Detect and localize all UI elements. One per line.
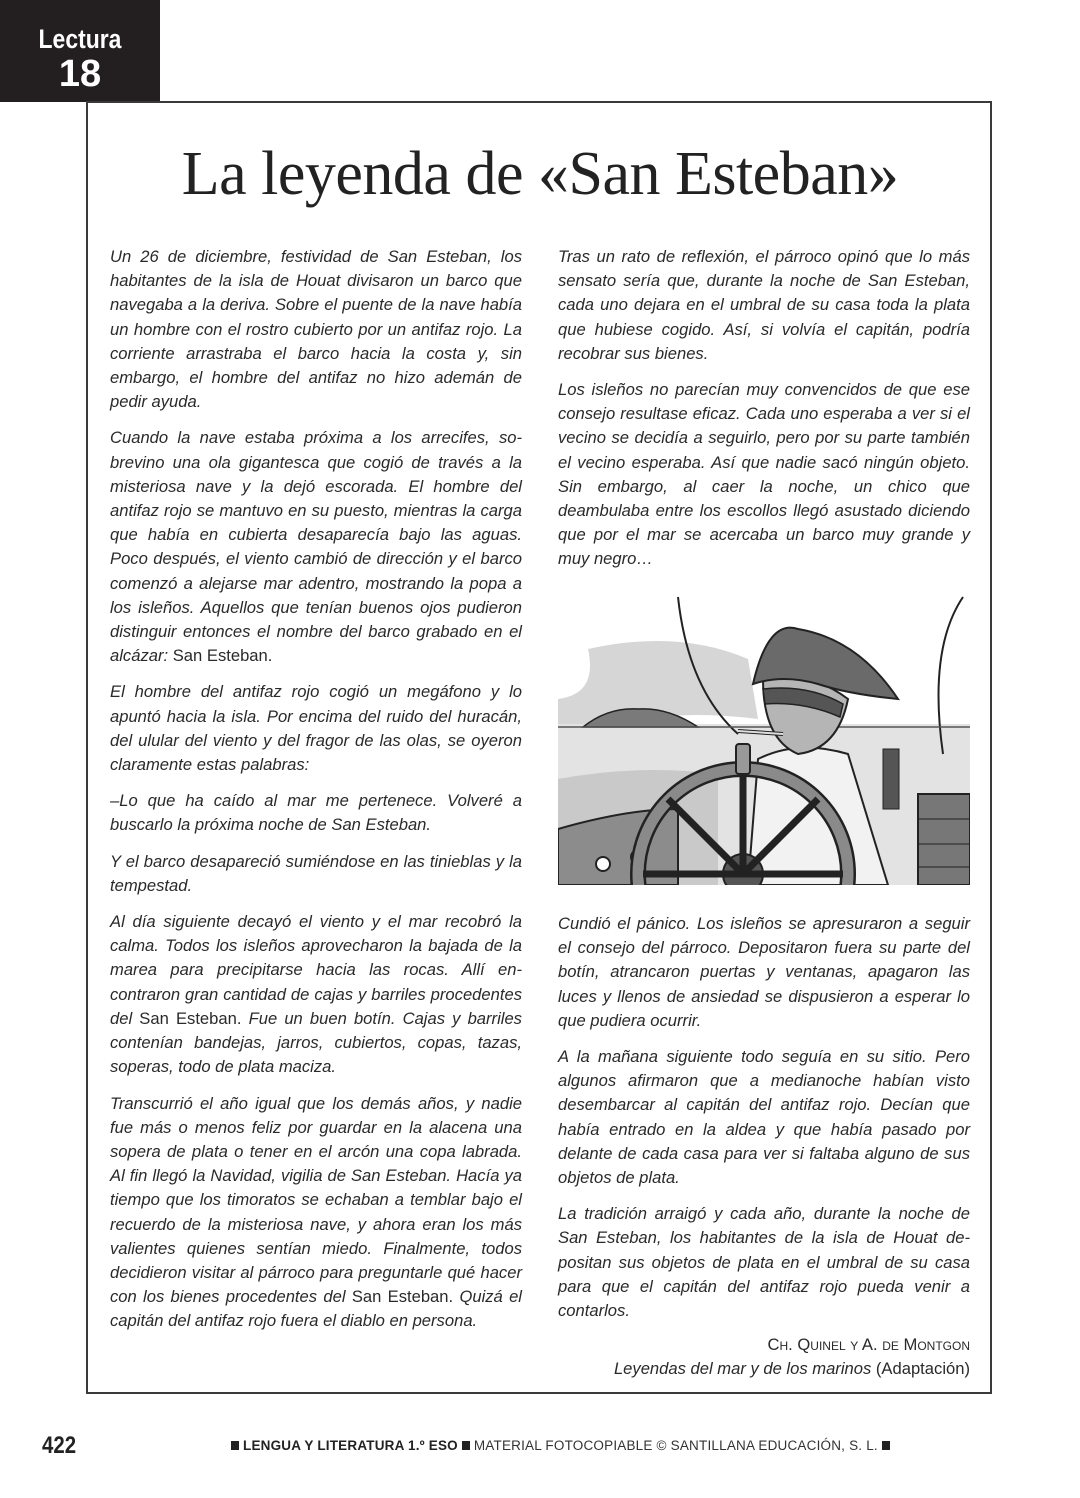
paragraph: Cundió el pánico. Los isleños se apresuraron a seguir el consejo del párroco. Depositaron fuera su parte del botín, atrancaron puertas y ventanas, apagaron las luces y llenos de ansiedad se dispusieron a esperar lo que pudiera ocurrir. bbox=[558, 914, 970, 1030]
page-number: 422 bbox=[42, 1432, 77, 1459]
paragraph: Y el barco desapareció sumiéndose en las tinieblas y la tempestad. bbox=[110, 851, 522, 895]
paragraph: A la mañana siguiente todo seguía en su sitio. Pero algunos afirmaron que a medianoche habían visto desembarcar al capitán del antifaz rojo. Decían que había entrado en la aldea y que había pasado por delante de cada casa para ver si faltaba alguno de sus objetos de plata. bbox=[558, 1047, 970, 1188]
credit-book: Leyendas del mar y de los marinos (Adaptación) bbox=[613, 1359, 970, 1379]
credit-authors: Ch. Quinel y A. de Montgon bbox=[767, 1335, 970, 1355]
paragraph: Al día siguiente decayó el viento y el mar recobró la calma. Todos los isleños aprovecharon la bajada de la marea para precipitarse hacia las rocas. Allí encontraron gran cantidad de cajas y barriles procedentes del San Esteban. Fue un buen botín. Cajas y barriles contenían bandejas, jarros, cubiertos, copas, tazas, soperas, todo de plata maciza. bbox=[110, 912, 522, 1077]
paragraph: Tras un rato de reflexión, el párroco opinó que lo más sensato sería que, durante la noche de San Esteban, cada uno dejara en el umbral de su casa toda la plata que hubiese cogido. Así, si volvía el capitán, podría recobrar sus bienes. bbox=[558, 247, 970, 363]
captain-at-helm-illustration bbox=[558, 589, 970, 885]
right-column-top bbox=[558, 245, 970, 584]
source-credit bbox=[558, 1333, 970, 1381]
paragraph: Los isleños no parecían muy convencidos de que ese consejo resultase eficaz. Cada uno esperaba a ver si el vecino se decidía a seguirlo, pero por su parte también el vecino esperaba. Así que nadie sacó ningún objeto. Sin embargo, al caer la noche, un chico que deambulaba entre los escollos llegó asustado diciendo que por el mar se acercaba un barco muy grande y muy negro… bbox=[558, 380, 970, 569]
square-bullet-icon bbox=[231, 1441, 239, 1450]
paragraph: Transcurrió el año igual que los demás años, y nadie fue más o menos feliz por guardar en la alacena una sopera de plata o tener en el arcón una copa labrada. Al fin llegó la Navidad, vigilia de San Esteban. Hacía ya tiempo que los timoratos se echaban a temblar bajo el recuerdo de la misteriosa nave, y ahora eran los más valientes quienes sentían miedo. Finalmente, todos decidieron visitar al párroco para preguntarle qué hacer con los bienes procedentes del San Esteban. Quizá el capitán del antifaz rojo fuera el diablo en persona. bbox=[110, 1093, 522, 1331]
paragraph: El hombre del antifaz rojo cogió un megáfono y lo apuntó hacia la isla. Por encima del ruido del huracán, del ulular del viento y del fragor de las olas, se oyeron claramente estas palabras: bbox=[110, 682, 522, 775]
page-footer bbox=[42, 1432, 1042, 1462]
paragraph: –Lo que ha caído al mar me pertenece. Volveré a buscarlo la próxima noche de San Esteban. bbox=[110, 791, 522, 835]
square-bullet-icon bbox=[462, 1441, 470, 1450]
right-column-bottom bbox=[558, 912, 970, 1382]
reading-number-tag bbox=[0, 0, 160, 102]
paragraph: Un 26 de diciembre, festividad de San Esteban, los habitantes de la isla de Houat divisaron un barco que navegaba a la deriva. Sobre el puente de la nave había un hombre con el rostro cubierto por un antifaz rojo. La corriente arrastraba el barco hacia la costa y, sin embargo, el hombre del antifaz no hizo ademán de pedir ayuda. bbox=[110, 247, 522, 412]
paragraph: Cuando la nave estaba próxima a los arrecifes, sobrevino una ola gigantesca que cogió de través a la misteriosa nave y la dejó escorada. El hombre del antifaz rojo se mantuvo en su puesto, mientras la carga que había en cubierta desaparecía bajo las aguas. Poco después, el viento cambió de dirección y el barco comenzó a alejarse mar adentro, mostrando la popa a los isleños. Aquellos que tenían buenos ojos pudieron distinguir entonces el nombre del barco grabado en el alcázar: San Esteban. bbox=[110, 428, 522, 666]
left-column bbox=[110, 245, 522, 1346]
reading-label: Lectura bbox=[38, 24, 122, 54]
page-title: La leyenda de «San Esteban» bbox=[181, 140, 899, 208]
square-bullet-icon bbox=[882, 1441, 890, 1450]
paragraph: La tradición arraigó y cada año, durante la noche de San Esteban, los habitantes de la isla de Houat depositan sus objetos de plata en el umbral de su casa para que el capitán del antifaz rojo pueda venir a contarlos. bbox=[558, 1204, 970, 1321]
footer-text: LENGUA Y LITERATURA 1.º ESO MATERIAL FOTOCOPIABLE © SANTILLANA EDUCACIÓN, S. L. bbox=[227, 1438, 894, 1453]
reading-number: 18 bbox=[58, 53, 102, 95]
